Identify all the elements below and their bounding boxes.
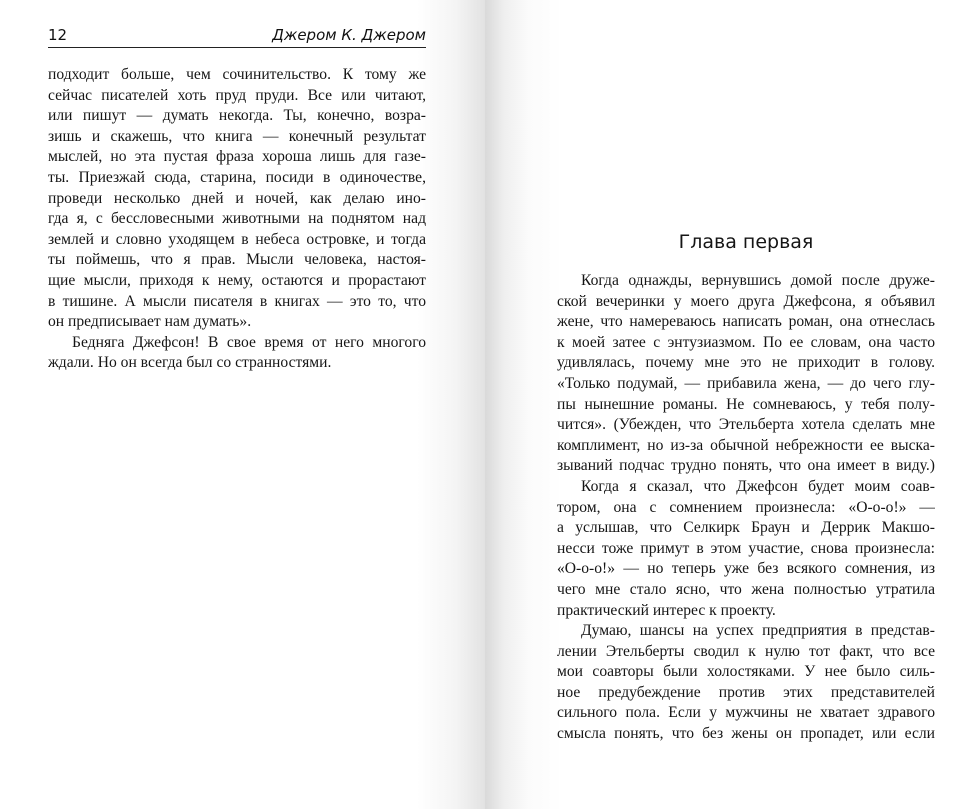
text-line: практический интерес к проекту. — [557, 601, 776, 619]
text-line: лении Этельберты сводил к нулю тот факт, что все — [557, 642, 935, 660]
left-page-text — [48, 65, 426, 374]
text-line: тором, она с сомнением произнесла: «О-о-о!» — — [557, 498, 935, 516]
text-line: «Только подумай, — прибавила жена, — до чего глу- — [557, 374, 935, 392]
text-line: удивлялась, почему мне это не приходит в голову. — [557, 354, 935, 372]
text-line: Думаю, шансы на успех предприятия в представ- — [581, 622, 935, 640]
text-line: «О-о-о!» — но теперь уже без всякого сомнения, из — [557, 560, 935, 578]
text-line: к моей затее с энтузиазмом. По ее словам, она часто — [557, 333, 935, 351]
text-line: мои соавторы были холостяками. У нее было силь- — [557, 663, 935, 681]
text-line: Когда однажды, вернувшись домой после друже- — [581, 272, 935, 289]
text-line: ты. Приезжай сюда, старина, посиди в одиночестве, — [48, 168, 426, 186]
page-number: 12 — [48, 26, 68, 44]
text-line: подходит больше, чем сочинительство. К тому же — [48, 66, 426, 83]
text-line: сейчас писателей хоть пруд пруди. Все или читают, — [48, 86, 426, 104]
text-line: несси тоже примут в этом участие, снова произнесла: — [557, 539, 935, 557]
running-header-author: Джером К. Джером — [272, 26, 426, 44]
text-line: Бедняга Джефсон! В свое время от него многого — [72, 333, 426, 351]
right-page-text — [557, 271, 935, 745]
text-line: ное предубеждение против этих представителей — [557, 683, 935, 701]
text-line: землей и словно уходящем в небеса островке, и тогда — [48, 230, 426, 248]
text-line: или пишут — думать некогда. Ты, конечно, возра- — [48, 107, 426, 125]
text-line: он предписывает нам думать». — [48, 313, 252, 331]
text-line: в тишине. А мысли писателя в книгах — это то, что — [48, 292, 426, 310]
text-line: пы нынешние романы. Не сомневаюсь, у тебя полу- — [557, 395, 935, 413]
text-line: зишь и скажешь, что книга — конечный результат — [48, 127, 426, 145]
text-line: чится». (Убежден, что Этельберта хотела сделать мне — [557, 416, 935, 434]
text-line: ты поймешь, что я прав. Мысли человека, настоя- — [48, 251, 426, 269]
text-line: зываний подчас трудно понять, что она имеет в виду.) — [557, 457, 935, 475]
text-line: сильного пола. Если у мужчины не хватает здравого — [557, 704, 935, 722]
running-header — [48, 24, 426, 48]
text-line: щие мысли, приходя к нему, остаются и прорастают — [48, 271, 426, 289]
text-line: мыслей, но эта пустая фраза хороша лишь для газе- — [48, 148, 426, 166]
text-line: ждали. Но он всегда был со странностями. — [48, 354, 332, 372]
text-line: ской вечеринки у моего друга Джефсона, я объявил — [557, 292, 935, 310]
text-line: смысла понять, что без жены он пропадет, или если — [557, 725, 935, 743]
text-line: гда я, с бессловесными животными на поднятом над — [48, 210, 426, 228]
text-line: чего мне стало ясно, что жена полностью утратила — [557, 580, 935, 598]
chapter-title: Глава первая — [678, 231, 814, 253]
text-line: Когда я сказал, что Джефсон будет моим соав- — [581, 477, 935, 495]
text-line: жене, что намереваюсь написать роман, она отнеслась — [557, 313, 935, 331]
text-line: проведи несколько дней и ночей, как делаю ино- — [48, 189, 426, 207]
text-line: а услышав, что Селкирк Браун и Деррик Макшо- — [557, 519, 935, 537]
text-line: комплимент, но из-за обычной небрежности ее выска- — [557, 436, 935, 454]
